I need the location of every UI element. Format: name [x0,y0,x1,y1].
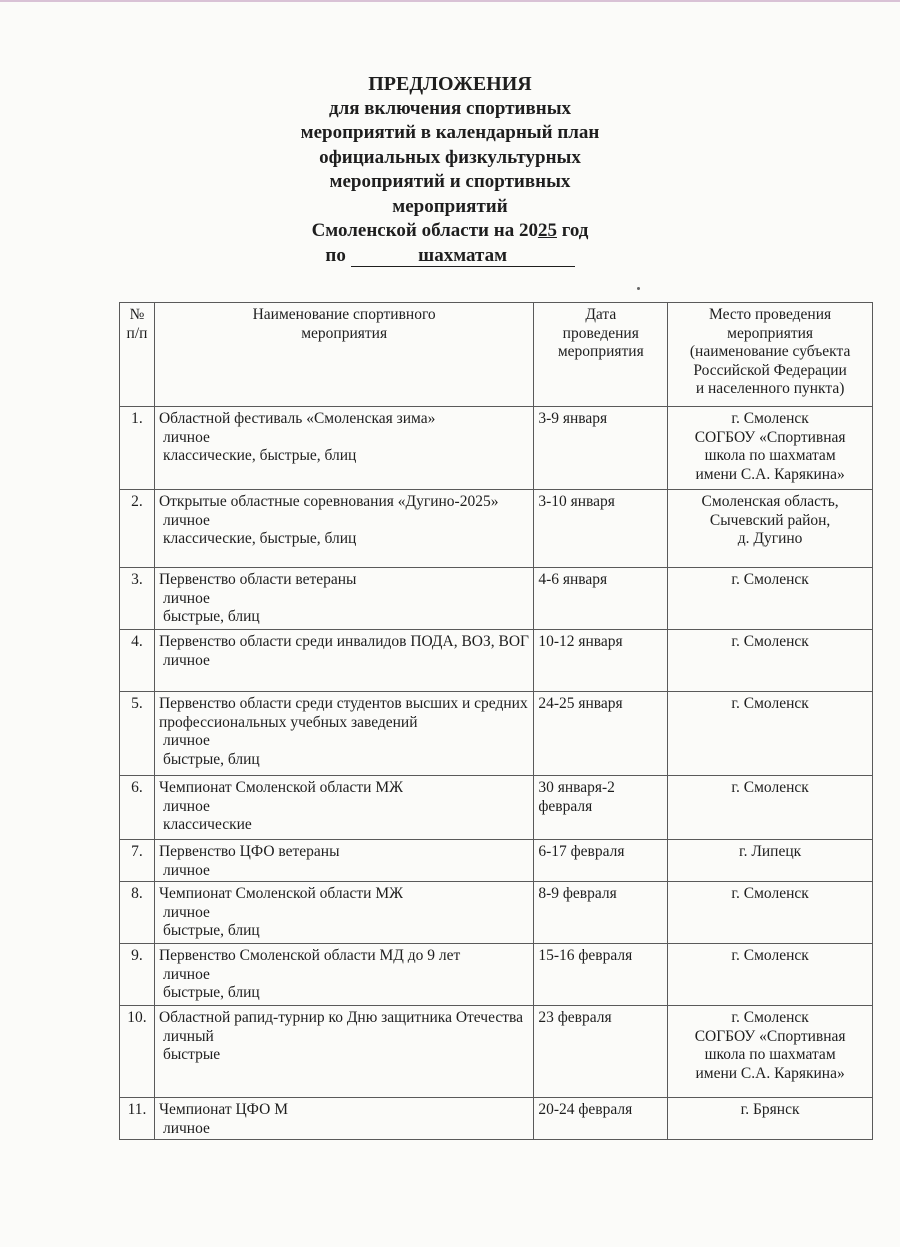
event-type: личное [162,589,210,607]
event-title: Первенство области среди инвалидов ПОДА, ВОЗ, ВОГ [158,633,529,650]
event-type: личное [162,732,210,749]
sport-field: шахматам [351,246,575,267]
event-type: личное [162,651,210,669]
event-place-cell [668,944,873,1006]
event-place-cell [668,490,873,568]
event-place-cell [668,407,873,490]
event-format: классические [162,816,252,833]
table-row [120,630,873,692]
event-name-cell [154,630,533,692]
event-date: 30 января-2 февраля [534,776,668,840]
event-title: Чемпионат Смоленской области МЖ [158,885,403,902]
event-place-cell [668,692,873,776]
event-name-cell [154,944,533,1006]
page-top-rule [0,0,900,2]
row-number: 1. [120,407,155,490]
event-place-line: д. Дугино [737,530,803,547]
event-name-cell [154,776,533,840]
event-name-cell [154,490,533,568]
event-type: личное [162,903,210,921]
row-number: 7. [120,840,155,882]
event-format: классические, быстрые, блиц [162,447,357,464]
title-region-line [0,219,900,244]
title-line-3: официальных физкультурных [319,146,581,168]
event-type: личное [162,965,210,983]
event-place-line: г. Смоленск [731,571,809,588]
row-number: 6. [120,776,155,840]
row-number: 3. [120,568,155,630]
sport-prefix: по [325,244,346,266]
table-row [120,568,873,630]
events-table [119,302,873,1140]
event-format: быстрые, блиц [162,984,260,1001]
table-header-row [120,303,873,407]
event-place-line: имени С.А. Карякина» [695,1064,845,1082]
event-name-cell [154,407,533,490]
header-date [534,303,668,407]
event-place-line: г. Смоленск [731,947,809,964]
event-title: Открытые областные соревнования «Дугино-2025» [158,493,499,510]
table-row [120,944,873,1006]
event-place-line: имени С.А. Карякина» [695,465,845,483]
header-name-text: Наименование спортивного мероприятия [252,306,436,342]
event-date: 23 февраля [534,1006,668,1098]
title-line-5: мероприятий [392,195,508,217]
scan-speck [637,287,640,290]
header-num-text: № п/п [126,306,148,342]
event-type: личное [162,797,210,815]
row-number: 10. [120,1006,155,1098]
event-place-cell [668,568,873,630]
event-format: быстрые, блиц [162,750,260,768]
header-date-text: Дата проведения мероприятия [557,306,644,360]
title-line-2: мероприятий в календарный план [300,122,600,143]
event-title: Областной фестиваль «Смоленская зима» [158,410,436,427]
row-number: 2. [120,490,155,568]
event-date: 10-12 января [534,630,668,692]
row-number: 4. [120,630,155,692]
event-date: 6-17 февраля [534,840,668,882]
event-title: Первенство области среди студентов высших и средних профессиональных учебных заведений [158,695,528,731]
event-type: личное [162,428,210,446]
header-place-text: Место проведения мероприятия (наименование субъекта Российской Федерации и населенного пункта) [689,306,851,397]
event-place-line: г. Брянск [740,1101,800,1118]
event-date: 15-16 февраля [534,944,668,1006]
event-title: Областной рапид-турнир ко Дню защитника Отечества [158,1009,523,1026]
event-name-cell [154,1006,533,1098]
event-title: Первенство ЦФО ветераны [158,843,340,860]
table-row [120,1098,873,1140]
event-place-line: г. Смоленск [731,695,809,712]
row-number: 5. [120,692,155,776]
event-place-line: Смоленская область, [701,493,839,510]
table-row [120,692,873,776]
table-row [120,407,873,490]
event-title: Первенство области ветераны [158,571,357,588]
event-date: 20-24 февраля [534,1098,668,1140]
event-place-line: школа по шахматам [704,447,836,464]
event-place-line: СОГБОУ «Спортивная [694,1027,846,1045]
event-place-cell [668,630,873,692]
event-title: Чемпионат ЦФО М [158,1101,288,1118]
event-name-cell [154,882,533,944]
table-row [120,776,873,840]
event-name-cell [154,840,533,882]
event-date: 3-9 января [534,407,668,490]
event-type: личное [162,861,210,879]
table-row [120,882,873,944]
event-place-line: СОГБОУ «Спортивная [694,428,846,446]
event-place-line: г. Липецк [739,843,802,860]
table-row [120,840,873,882]
title-region-suffix: год [556,220,589,241]
event-format: быстрые [162,1046,221,1063]
event-format: быстрые, блиц [162,608,260,625]
event-type: личное [162,1119,210,1137]
table-row [120,490,873,568]
event-place-line: Сычевский район, [709,511,831,529]
event-name-cell [154,1098,533,1140]
event-type: личный [162,1027,214,1045]
event-place-line: г. Смоленск [731,779,809,796]
event-place-cell [668,1006,873,1098]
event-name-cell [154,568,533,630]
header-num [120,303,155,407]
title-line-1: для включения спортивных [328,97,572,119]
title-heading: ПРЕДЛОЖЕНИЯ [368,73,532,95]
title-sport-line [0,244,900,269]
event-place-line: г. Смоленск [731,410,809,427]
event-date: 4-6 января [534,568,668,630]
event-place-line: школа по шахматам [704,1046,836,1063]
event-date: 24-25 января [534,692,668,776]
event-title: Чемпионат Смоленской области МЖ [158,779,403,796]
row-number: 11. [120,1098,155,1140]
event-name-cell [154,692,533,776]
event-place-line: г. Смоленск [731,633,809,650]
document-title [0,72,900,268]
event-place-cell [668,882,873,944]
row-number: 9. [120,944,155,1006]
event-format: быстрые, блиц [162,922,260,939]
header-place [668,303,873,407]
title-line-4: мероприятий и спортивных [329,171,571,192]
event-type: личное [162,511,210,529]
table-row [120,1006,873,1098]
title-region-prefix: Смоленской области на 20 [311,220,538,241]
event-date: 3-10 января [534,490,668,568]
header-name [154,303,533,407]
event-place-cell [668,776,873,840]
row-number: 8. [120,882,155,944]
event-place-cell [668,1098,873,1140]
title-year-suffix: 25 [537,220,557,241]
event-format: классические, быстрые, блиц [162,530,357,547]
event-date: 8-9 февраля [534,882,668,944]
event-place-line: г. Смоленск [731,1009,809,1026]
event-place-cell [668,840,873,882]
event-place-line: г. Смоленск [731,885,809,902]
event-title: Первенство Смоленской области МД до 9 лет [158,947,461,964]
